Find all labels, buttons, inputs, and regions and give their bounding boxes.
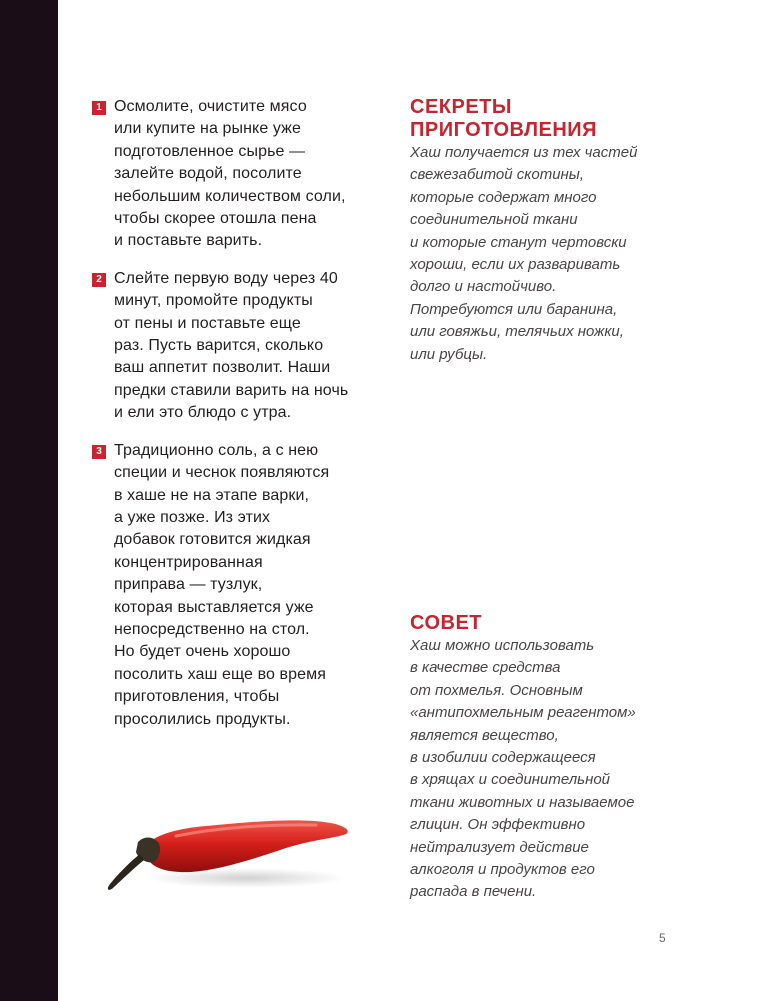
tip-text-line: глицин. Он эффективно [410, 816, 586, 834]
tip-text-line: в изобилии содержащееся [410, 749, 596, 767]
step-text-line: в хаше не на этапе варки, [114, 486, 310, 504]
secrets-text-line: долго и настойчиво. [410, 278, 557, 296]
step-number-badge: 2 [92, 273, 106, 287]
step-text-line: раз. Пусть варится, сколько [114, 337, 324, 355]
step-text-line: Осмолите, очистите мясо [114, 98, 307, 115]
secrets-text-line: соединительной ткани [410, 211, 578, 229]
secrets-text-line: Потребуются или баранина, [410, 300, 618, 318]
step-text-line: Но будет очень хорошо [114, 643, 291, 661]
step-text-line: залейте водой, посолите [114, 165, 302, 183]
secrets-text-line: или рубцы. [410, 345, 488, 363]
page-number: 5 [659, 931, 666, 945]
tip-text-line: ткани животных и называемое [410, 793, 635, 811]
tip-text-line: является вещество, [410, 726, 559, 744]
tip-text-line: «антипохмельным реагентом» [410, 704, 636, 722]
step-text-line: предки ставили варить на ночь [114, 381, 349, 399]
step-text-line: или купите на рынке уже [114, 120, 301, 138]
step-text-line: чтобы скорее отошла пена [114, 210, 317, 228]
step-text-line: и поставьте варить. [114, 232, 263, 250]
page-spine [0, 0, 58, 1001]
step-number-badge: 3 [92, 445, 106, 459]
step-2 [92, 268, 382, 425]
secrets-title: СЕКРЕТЫ [410, 96, 512, 118]
step-text-line: подготовленное сырье — [114, 142, 306, 160]
secrets-text-line: хороши, если их разваривать [410, 256, 621, 274]
step-text-line: небольшим количеством соли, [114, 187, 346, 205]
secrets-text-line: Хаш получается из тех частей [410, 144, 638, 161]
step-text-line: приправа — тузлук, [114, 576, 263, 594]
secrets-title: ПРИГОТОВЛЕНИЯ [410, 119, 598, 141]
secrets-text-line: свежезабитой скотины, [410, 166, 584, 184]
tip-sidebar [410, 612, 710, 904]
tip-text-line: нейтрализует действие [410, 838, 589, 856]
tip-text-line: Хаш можно использовать [410, 637, 595, 654]
step-text-line: непосредственно на стол. [114, 620, 310, 638]
step-text-line: приготовления, чтобы [114, 688, 280, 706]
secrets-text-line: которые содержат много [410, 188, 597, 206]
step-text-line: и ели это блюдо с утра. [114, 404, 292, 422]
step-1 [92, 96, 382, 253]
recipe-steps [92, 96, 382, 746]
step-text-line: которая выставляется уже [114, 598, 314, 616]
secrets-text-line: и которые станут чертовски [410, 233, 627, 251]
step-text-line: посолить хаш еще во время [114, 665, 327, 683]
step-text-line: от пены и поставьте еще [114, 314, 301, 332]
step-3 [92, 440, 382, 731]
tip-text-line: алкоголя и продуктов его [410, 861, 595, 879]
tip-text-line: распада в печени. [410, 883, 537, 901]
tip-text-line: в качестве средства [410, 659, 561, 677]
tip-title: СОВЕТ [410, 612, 483, 634]
step-text-line: минут, промойте продукты [114, 292, 313, 310]
tip-text-line: в хрящах и соединительной [410, 771, 611, 789]
cooking-secrets-sidebar [410, 96, 710, 366]
step-text-line: просолились продукты. [114, 710, 291, 728]
step-text-line: добавок готовится жидкая [114, 531, 311, 549]
step-text-line: Слейте первую воду через 40 [114, 269, 338, 287]
step-text-line: а уже позже. Из этих [114, 508, 271, 526]
step-text-line: специи и чеснок появляются [114, 464, 330, 482]
step-number-badge: 1 [92, 101, 106, 115]
tip-text-line: от похмелья. Основным [410, 681, 583, 699]
step-text-line: концентрированная [114, 553, 263, 571]
step-text-line: Традиционно соль, а с нею [114, 441, 319, 459]
secrets-text-line: или говяжьи, телячьих ножки, [410, 323, 624, 341]
step-text-line: ваш аппетит позволит. Наши [114, 359, 331, 377]
chili-pepper-icon [96, 800, 356, 910]
